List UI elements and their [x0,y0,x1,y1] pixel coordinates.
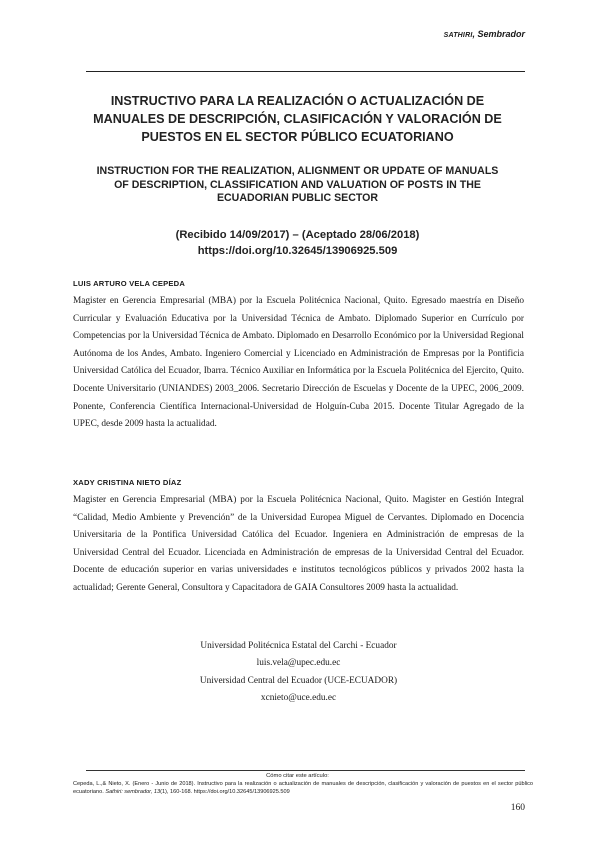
footer-rule [86,770,525,771]
title-spanish [60,92,535,146]
citation-label: Cómo citar este artículo: [266,773,329,779]
title-en-line: ECUADORIAN PUBLIC SECTOR [216,192,379,204]
title-en-line: OF DESCRIPTION, CLASSIFICATION AND VALUATION OF POSTS IN THE [114,178,481,191]
received-dates: (Recibido 14/09/2017) – (Aceptado 28/06/2018) [175,229,420,241]
title-es-line: MANUALES DE DESCRIPCIÓN, CLASIFICACIÓN Y VALORACIÓN DE [93,112,502,126]
running-header [444,29,525,39]
author-bio: Magister en Gerencia Empresarial (MBA) por la Escuela Politécnica Nacional, Quito. Egresado maestría en Diseño Curricular y Evaluación Educativa por la Universidad Técnica de Ambato. Diplomado Superior en Currículo por Competencias por la Universidad Técnica de Ambato. Diplomado en Desarrollo Económico por la Universidad Regional Autónoma de los Andes, Ambato. Ingeniero Comercial y Licenciado en Administración de Empresas por la Pontificia Universidad Católica del Ecuador, Ibarra. Técnico Auxiliar en Informática por la Escuela Politécnica del Ejercito, Quito. Docente Universitario (UNIANDES) 2003_2006. Secretario Dirección de Escuelas y Docente de la UPEC, 2006_2009. Ponente, Conferencia Científica Internacional-Universidad de Holguín-Cuba 2015. Docente Titular Agregado de la UPEC, desde 2009 hasta la actualidad. [73,296,524,430]
author-name: LUIS ARTURO VELA CEPEDA [73,279,186,288]
affiliation-institution: Universidad Central del Ecuador (UCE-ECUADOR) [199,675,398,686]
author-bio: Magister en Gerencia Empresarial (MBA) por la Escuela Politécnica Nacional, Quito. Magister en Gestión Integral “Calidad, Medio Ambiente y Prevención” de la Universidad Europea Miguel de Cervantes. Diplomado en Docencia Universitaria de la Pontifica Universidad Católica del Ecuador. Ingeniera en Administración de empresas de la Universidad Central del Ecuador. Licenciada en Administración de empresas de la Universidad Central del Ecuador. Docente de educación superior en varias universidades e institutos tecnológicos públicos y privados 2002 hasta la actualidad; Gerente General, Consultora y Capacitadora de GAIA Consultores 2009 hasta la actualidad. [73,495,524,593]
citation-part: Cepeda, L.,& Nieto, X. (Enero - Junio de 2018). Instructivo para la realización o actualización de manuales de descripción, clasificación y valoración de puestos en el sector público ecuatoriano. [73,781,533,795]
title-english [60,165,535,206]
title-es-line: INSTRUCTIVO PARA LA REALIZACIÓN O ACTUALIZACIÓN DE [110,94,485,108]
top-rule [86,71,525,72]
received-info [60,228,535,259]
citation-journal: Sathiri: sembrador, 13 [105,788,161,795]
author-name: XADY CRISTINA NIETO DÍAZ [73,478,182,487]
doi-link[interactable]: https://doi.org/10.32645/13906925.509 [197,244,398,257]
affiliation-institution: Universidad Politécnica Estatal del Carchi - Ecuador [200,641,397,651]
affiliation-email[interactable]: luis.vela@upec.edu.ec [256,658,341,669]
affiliations [73,638,524,708]
affiliation-email[interactable]: xcnieto@uce.edu.ec [260,693,337,704]
citation-text [73,781,533,796]
title-es-line: PUESTOS EN EL SECTOR PÚBLICO ECUATORIANO [141,130,454,144]
page-number: 160 [510,803,525,813]
journal-name: SATHIRI [443,32,473,39]
citation-part: (1), 160-168. https://doi.org/10.32645/13906925.509 [160,788,290,795]
title-en-line: INSTRUCTION FOR THE REALIZATION, ALIGNMENT OR UPDATE OF MANUALS [96,165,499,177]
journal-section: , Sembrador [472,29,525,39]
